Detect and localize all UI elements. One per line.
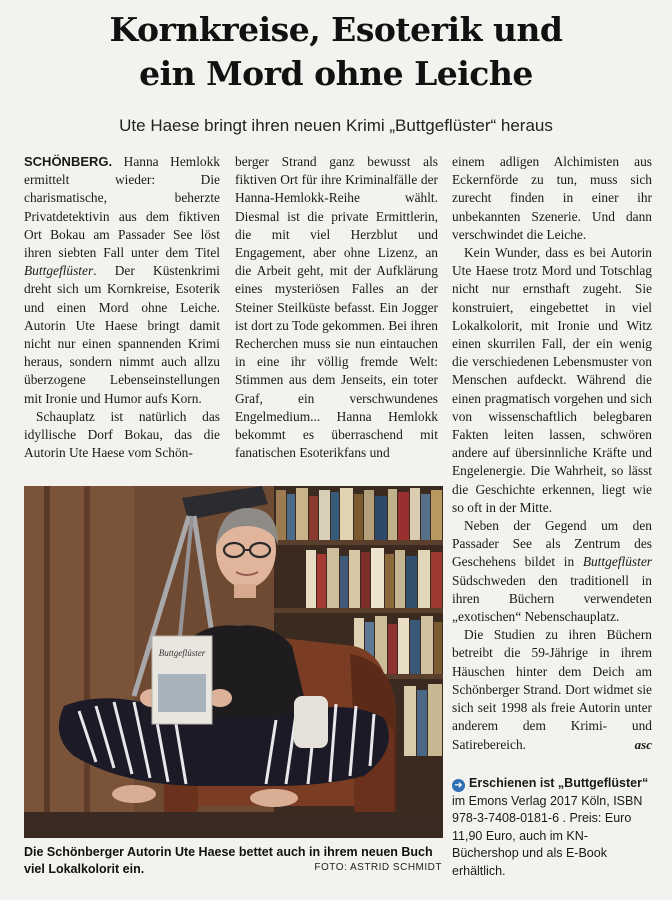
article-paragraph: Schauplatz ist natürlich das idyllische Dorf Bokau, das die Autorin Ute Haese vom Schön- — [24, 408, 220, 461]
book-info-box — [452, 775, 652, 880]
article-text: Hanna Hemlokk ermittelt wieder: Die charismatische, beherzte Privatdetektivin aus dem fiktiven Ort Bokau am Passader See löst ihren siebten Fall unter dem Titel — [24, 154, 220, 261]
headline-line-1: Kornkreise, Esoterik und — [109, 10, 563, 49]
article-paragraph — [24, 153, 220, 408]
photo-caption: Die Schönberger Autorin Ute Haese bettet auch in ihrem neuen Buch viel Lokalkolorit ein. — [24, 845, 433, 876]
article-paragraph: einem adligen Alchimisten aus Eckernförde zu tun, muss sich zurecht finden in einer ihr unbekannten Szenerie. Und dann verschwindet die Leiche. — [452, 154, 652, 242]
book-cover-title: Buttgeflüster — [158, 648, 206, 658]
dateline: SCHÖNBERG. — [24, 154, 113, 169]
article-paragraph: Kein Wunder, dass es bei Autorin Ute Haese trotz Mord und Totschlag nicht nur ernsthaft zugeht. Sie konstruiert, eingebettet in viel Lokalkolorit, mit Ironie und Witz einen skurrilen Fall, der ein wenig die verschiedenen Lebensmuster von Menschen aufdeckt. Während die einen pragmatisch vorgehen und sich von wissenschaftlich belegbaren Fakten leiten lassen, schwören andere auf übersinnliche Kräfte und Engelenergie. Die Wahrheit, so lässt die Geschichte erkennen, liegt wie so oft in der Mitte. — [452, 245, 652, 515]
article-column-2 — [235, 153, 438, 462]
headline-line-2: ein Mord ohne Leiche — [139, 54, 533, 93]
info-text: im Emons Verlag 2017 Köln, ISBN 978-3-7408-0181-6 . Preis: Euro 11,90 Euro, auch im KN-Büchershop und als E-Book erhältlich. — [452, 793, 643, 878]
photo-credit: FOTO: ASTRID SCHMIDT — [314, 862, 442, 873]
article-text: . Der Küstenkrimi dreht sich um Kornkreise, Esoterik und einen Mord ohne Leiche. Autorin Ute Haese bringt damit nicht nur einen spannenden Krimi heraus, sondern nimmt auch allzu überzogene Lebenseinstellungen mit Ironie und Humor aufs Korn. — [24, 263, 220, 406]
subheadline: Ute Haese bringt ihren neuen Krimi „Buttgeflüster“ heraus — [119, 116, 553, 135]
author-photo — [24, 486, 443, 838]
arrow-right-icon: ➜ — [452, 779, 465, 792]
article-column-1 — [24, 153, 220, 462]
article-text: Südschweden den traditionell in ihren Büchern verwendeten „exotischen“ Nebenschauplatz. — [452, 572, 652, 625]
book-title: Buttgeflüster — [582, 554, 652, 570]
info-heading: Erschienen ist „Buttgeflüster“ — [469, 776, 649, 790]
article-paragraph: berger Strand ganz bewusst als fiktiven Ort für ihre Kriminalfälle der Hanna-Hemlokk-Reihe wählt. Diesmal ist die private Ermittlerin, die mit viel Herzblut und Engagement, aber ohne Lizenz, an die Arbeit geht, mit der Aufklärung eines mysteriösen Falles an der Steiner Steilküste befasst. Ein Jogger ist dort zu Tode gekommen. Bei ihren Recherchen muss sie nun eintauchen in eine ihr völlig fremde Welt: Stimmen aus dem Jenseits, ein toter Graf, ein verschwundenes Engelmedium... Hanna Hemlokk bekommt es überraschend mit fanatischen Esoterikfans und — [235, 154, 438, 461]
article-text: Neben der Gegend um den Passader See als Zentrum des Geschehens bildet in — [452, 518, 652, 570]
article-column-3 — [452, 153, 652, 754]
book-title: Buttgeflüster — [24, 263, 94, 279]
article-paragraph: Die Studien zu ihren Büchern betreibt die 59-Jährige in ihrem Häuschen hinter dem Deich am Schönberger Strand. Dort widmet sie sich seit 1998 als freie Autorin unter anderem dem Krimi- und Satirebereich. — [452, 627, 652, 752]
author-signature: asc — [634, 736, 652, 752]
article-paragraph — [452, 517, 652, 626]
headline — [0, 8, 672, 96]
